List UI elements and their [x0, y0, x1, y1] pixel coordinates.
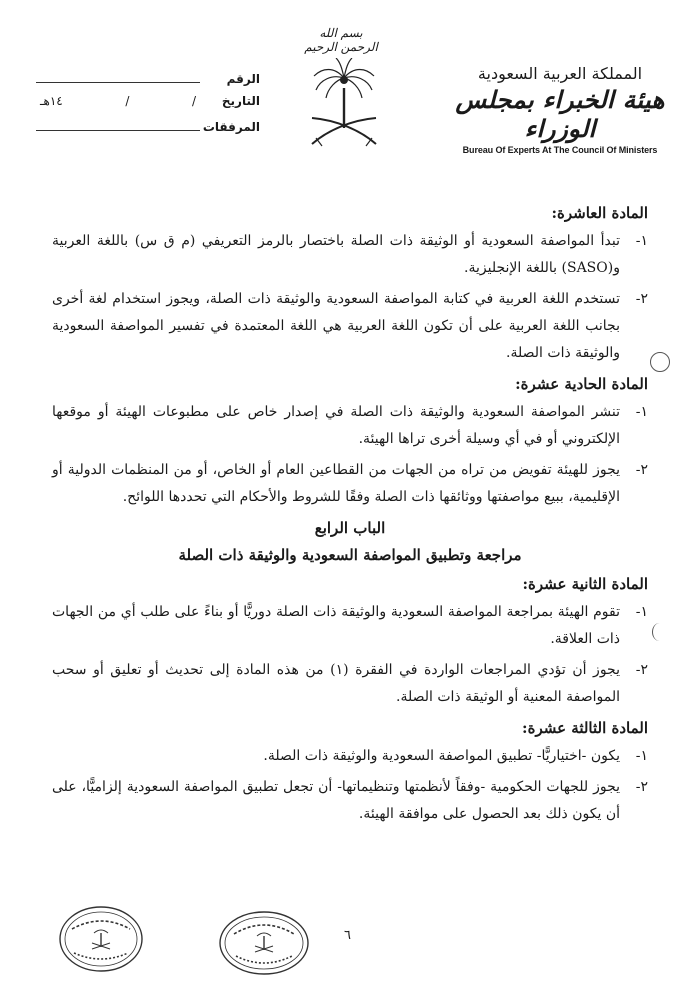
official-stamp-middle-icon: [218, 910, 310, 976]
article-heading: المادة العاشرة:: [551, 204, 648, 222]
clause-text: تبدأ المواصفة السعودية أو الوثيقة ذات الصلة باختصار بالرمز التعريفي (م ق س) باللغة العربية و(SASO) باللغة الإنجليزية.: [52, 233, 620, 276]
article-clause: [52, 657, 648, 711]
clause-number: ١-: [635, 604, 648, 620]
letterhead-organization: [455, 64, 665, 155]
article-clause: [52, 286, 648, 367]
article-clause: [52, 228, 648, 282]
article-10: [52, 200, 648, 367]
article-clause: [52, 399, 648, 453]
clause-text: تستخدم اللغة العربية في كتابة المواصفة السعودية والوثيقة ذات الصلة، ويجوز استخدام لغة أخرى بجانب اللغة العربية على أن تكون اللغة العربية هي اللغة المعتمدة في تفسير المواصفة السعودية والوثيقة ذات الصلة.: [52, 291, 620, 361]
clause-text: يكون -اختياريًّا- تطبيق المواصفة السعودية والوثيقة ذات الصلة.: [263, 748, 620, 764]
clause-text: تنشر المواصفة السعودية والوثيقة ذات الصلة في إصدار خاص على مطبوعات الهيئة أو موقعها الإلكتروني أو في أي وسيلة أخرى تراها الهيئة.: [52, 404, 620, 447]
punch-hole-mark: [650, 352, 670, 372]
attachments-row: [36, 118, 260, 142]
palm-swords-emblem-icon: [306, 58, 382, 150]
date-year-suffix: ١٤هـ: [40, 94, 63, 108]
clause-text: يجوز للهيئة تفويض من تراه من الجهات من القطاعين العام أو الخاص، أو من المنظمات الدولية أو الإقليمية، ببيع مواصفتها ووثائقها ذات الصلة وفقًا للشروط والأحكام التي تحددها اللوائح.: [52, 462, 620, 505]
clause-number: ١-: [635, 748, 648, 764]
clause-text: يجوز أن تؤدي المراجعات الواردة في الفقرة (١) من هذه المادة إلى تحديث أو تعليق أو سحب المواصفة المعنية أو الوثيقة ذات الصلة.: [52, 662, 620, 705]
page-number: ٦: [344, 928, 351, 943]
date-template: [36, 94, 200, 108]
attachments-line: [36, 118, 200, 131]
article-heading: المادة الثانية عشرة:: [522, 575, 648, 593]
article-12: [52, 571, 648, 711]
date-row: [36, 94, 260, 118]
article-clause: [52, 599, 648, 653]
reference-number-line: [36, 70, 200, 83]
date-separator-1: /: [191, 94, 196, 108]
article-11: [52, 371, 648, 511]
kingdom-name: المملكة العربية السعودية: [477, 64, 643, 83]
basmala-calligraphy: بسم الله الرحمن الرحيم: [304, 26, 378, 54]
reference-label: الرقم: [226, 72, 260, 86]
article-clause: [52, 457, 648, 511]
reference-block: [36, 70, 260, 142]
bureau-name-english: Bureau Of Experts At The Council Of Ministers: [462, 145, 658, 155]
date-label: التاريخ: [221, 94, 260, 108]
article-clause: [52, 774, 648, 828]
chapter-subtitle: مراجعة وتطبيق المواصفة السعودية والوثيقة ذات الصلة: [178, 546, 522, 564]
clause-number: ٢-: [635, 291, 648, 307]
attachments-label: المرفقات: [202, 120, 260, 134]
article-clause: [52, 743, 648, 770]
date-separator-2: /: [125, 94, 130, 108]
clause-number: ١-: [635, 404, 648, 420]
reference-number-row: [36, 70, 260, 94]
punch-hole-mark: [652, 623, 667, 641]
chapter-title: الباب الرابع: [314, 519, 386, 537]
official-stamp-left-icon: [58, 905, 144, 973]
clause-text: يجوز للجهات الحكومية -وفقاً لأنظمتها وتنظيماتها- أن تجعل تطبيق المواصفة السعودية إلزاميًّا، على أن يكون ذلك بعد الحصول على موافقة الهيئة.: [52, 779, 620, 822]
clause-number: ٢-: [635, 462, 648, 478]
bureau-name-arabic: هيئة الخبراء بمجلس الوزراء: [455, 85, 665, 143]
clause-number: ٢-: [635, 779, 648, 795]
document-body: [52, 200, 648, 832]
article-13: [52, 715, 648, 828]
article-heading: المادة الثالثة عشرة:: [522, 719, 648, 737]
clause-text: تقوم الهيئة بمراجعة المواصفة السعودية والوثيقة ذات الصلة دوريًّا أو بناءً على طلب أي من الجهات ذات العلاقة.: [52, 604, 620, 647]
clause-number: ٢-: [635, 662, 648, 678]
article-heading: المادة الحادية عشرة:: [515, 375, 648, 393]
clause-number: ١-: [635, 233, 648, 249]
